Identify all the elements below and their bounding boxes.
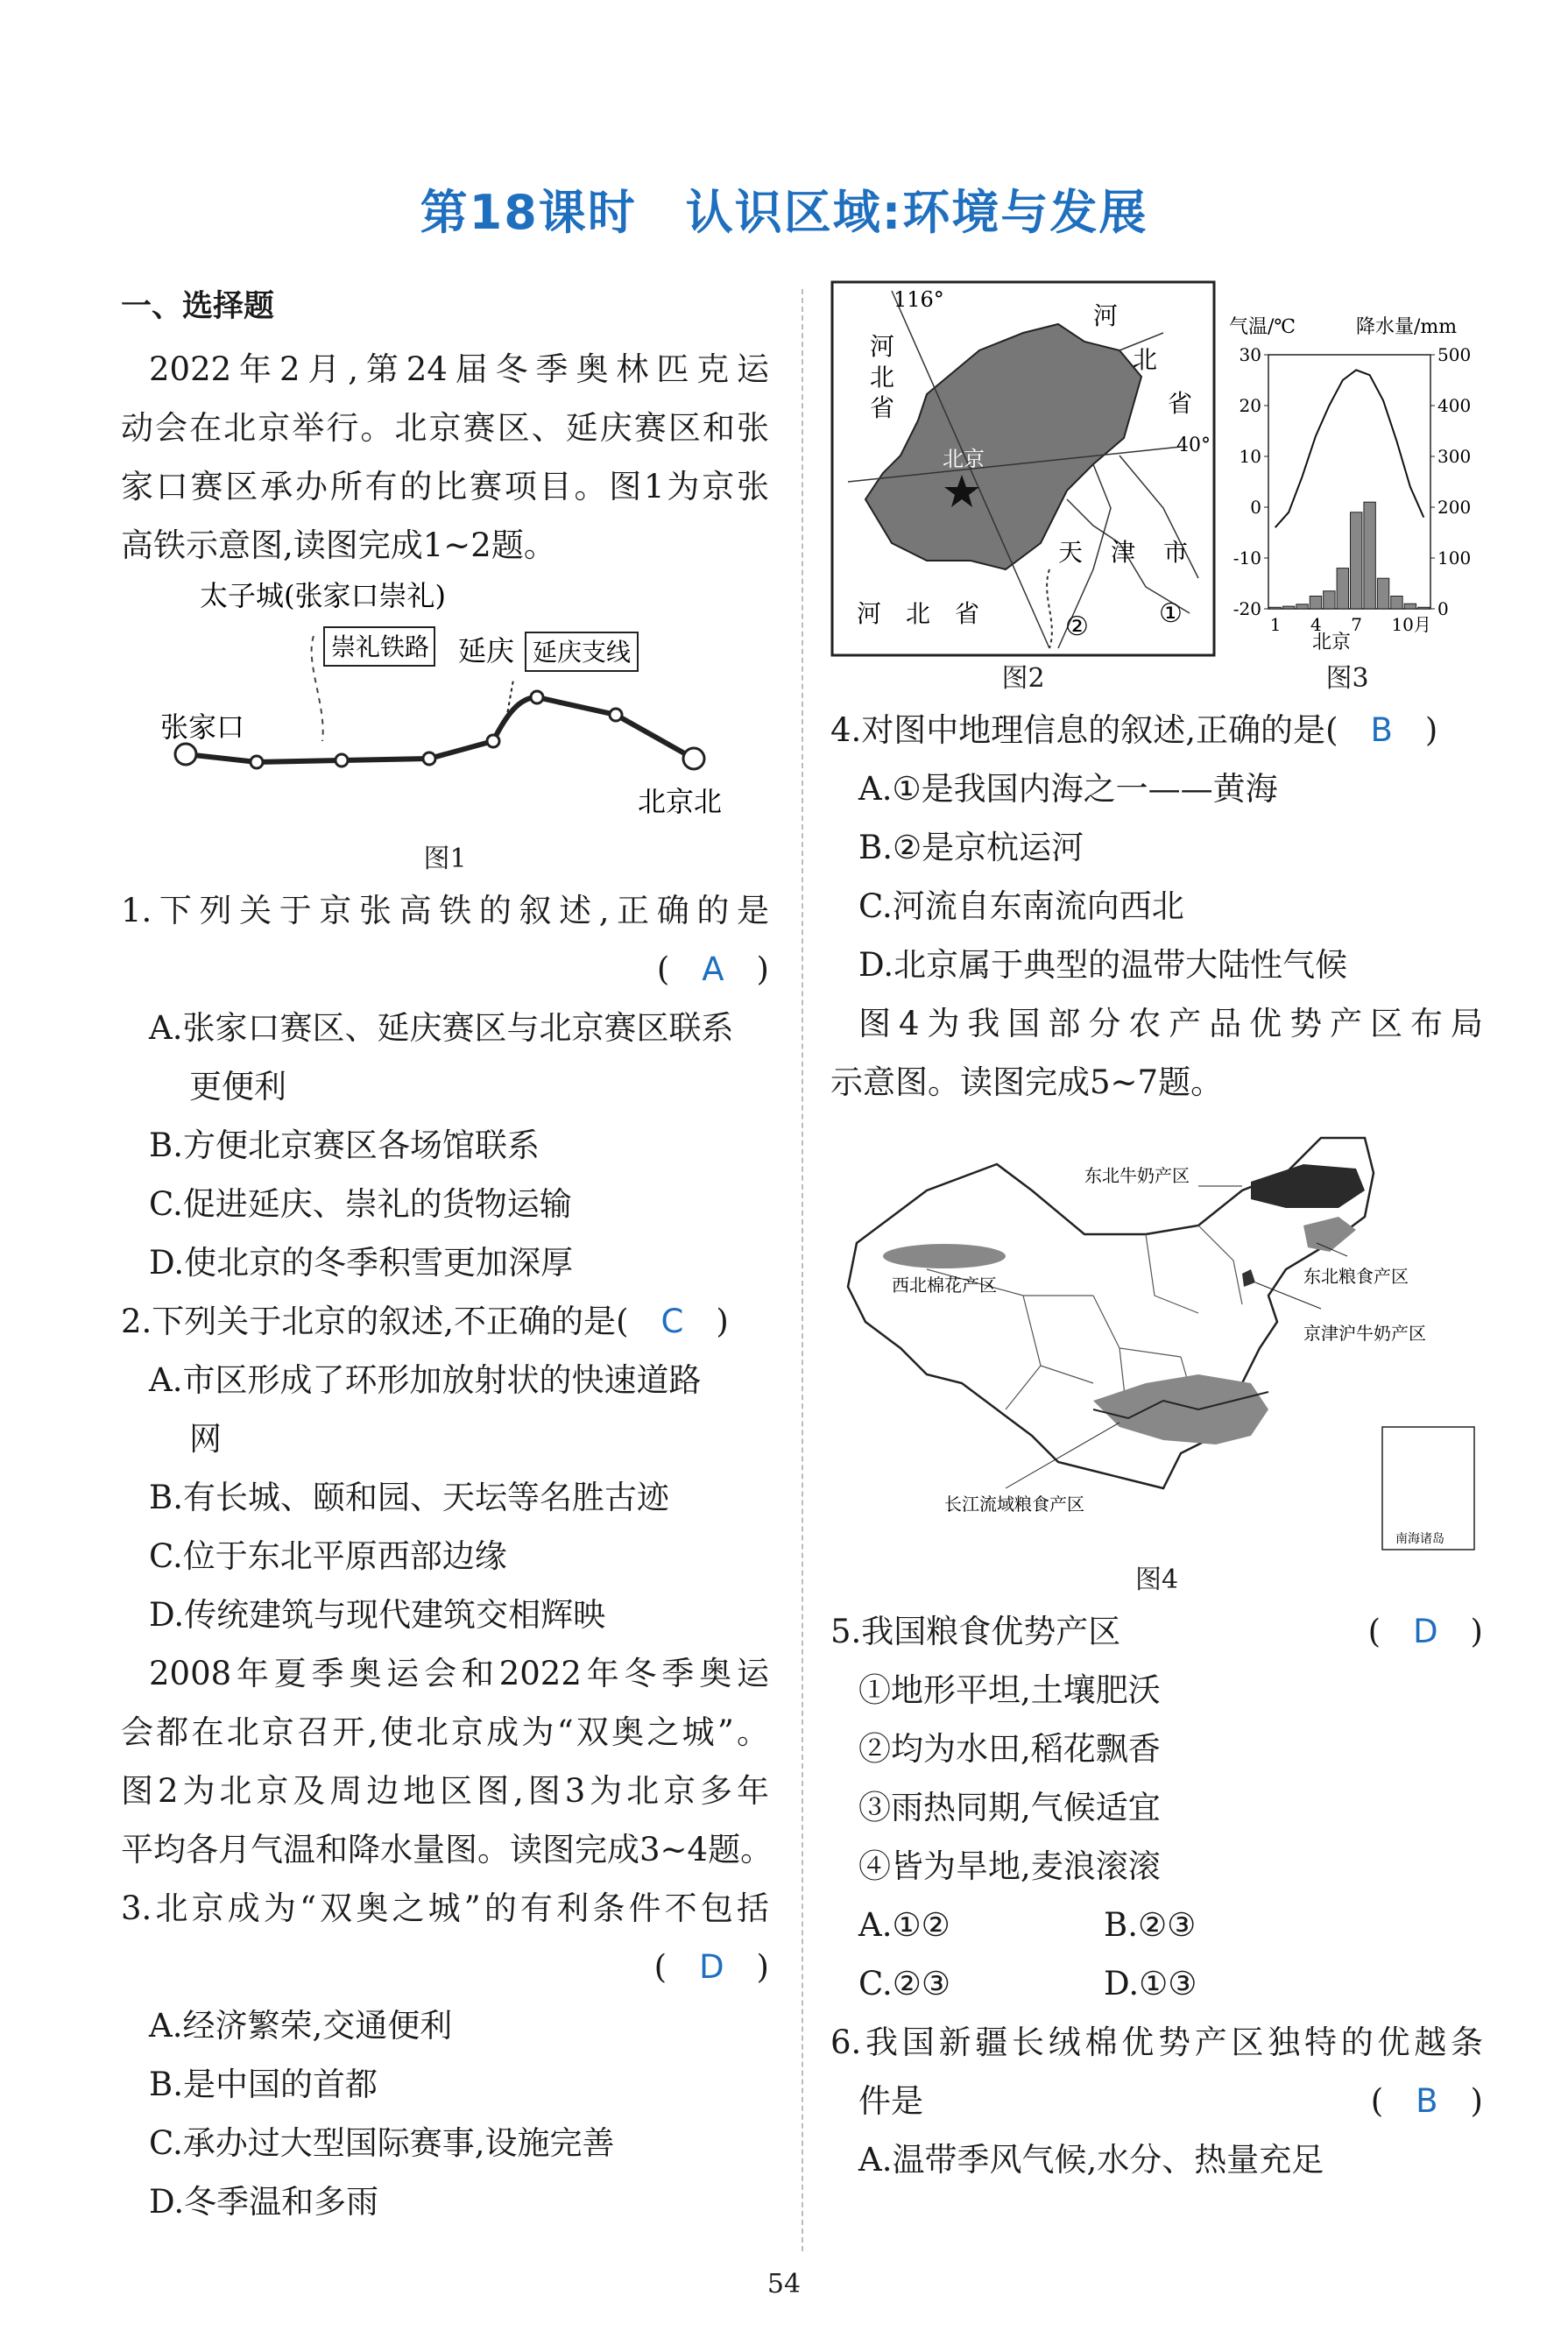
q5-item: ④皆为旱地,麦浪滚滚 bbox=[858, 1847, 1161, 1885]
q2-option: C.位于东北平原西部边缘 bbox=[149, 1537, 507, 1575]
q3-option: A.经济繁荣,交通便利 bbox=[149, 2007, 453, 2045]
precip-bar bbox=[1282, 606, 1294, 609]
page-number: 54 bbox=[766, 2269, 802, 2299]
q3-option: C.承办过大型国际赛事,设施完善 bbox=[149, 2124, 615, 2162]
intro2-line: 平均各月气温和降水量图。读图完成3~4题。 bbox=[121, 1831, 773, 1868]
q2-option: A.市区形成了环形加放射状的快速道路 bbox=[149, 1361, 702, 1399]
hebei-left-label: 省 bbox=[870, 393, 895, 422]
beijingbei-station bbox=[683, 748, 704, 769]
q5-item: ③雨热同期,气候适宜 bbox=[858, 1789, 1161, 1826]
precip-bar bbox=[1364, 502, 1375, 609]
hebei-top-label: 河 bbox=[1093, 301, 1119, 330]
jingzhang-railway-line bbox=[186, 697, 694, 762]
q5-answer: D bbox=[1413, 1613, 1438, 1650]
section-heading: 一、选择题 bbox=[121, 289, 275, 324]
q1-option: D.使北京的冬季积雪更加深厚 bbox=[149, 1244, 574, 1282]
jingjinhu-milk-label: 京津沪牛奶产区 bbox=[1303, 1323, 1426, 1344]
figure-4-china-agri-map bbox=[830, 1120, 1483, 1558]
q1-option: B.方便北京赛区各场馆联系 bbox=[149, 1127, 540, 1164]
nanhai-inset-box bbox=[1382, 1427, 1474, 1550]
q6-answer: B bbox=[1416, 2082, 1438, 2120]
intro3-line: 示意图。读图完成5~7题。 bbox=[830, 1063, 1224, 1101]
q1-option: C.促进延庆、崇礼的货物运输 bbox=[149, 1185, 572, 1223]
y-tick-label: 30 bbox=[1239, 344, 1261, 365]
figure-1-caption: 图1 bbox=[423, 844, 467, 874]
left-column bbox=[121, 280, 773, 2231]
page-title: 第18课时 认识区域:环境与发展 bbox=[420, 185, 1148, 240]
right-column bbox=[830, 280, 1483, 2189]
lon-label: 116° bbox=[893, 287, 944, 312]
y2-tick-label: 400 bbox=[1437, 395, 1472, 416]
hebei-top-label: 省 bbox=[1168, 389, 1193, 418]
q1-answer: A bbox=[702, 950, 724, 988]
tianjin-label: 津 bbox=[1111, 538, 1136, 567]
dongbei-milk-region bbox=[1251, 1164, 1365, 1208]
chart-plot bbox=[1233, 344, 1471, 635]
q5-option: B.②③ bbox=[1104, 1906, 1197, 1944]
q4-option: D.北京属于典型的温带大陆性气候 bbox=[858, 946, 1348, 984]
beijingbei-label: 北京北 bbox=[638, 785, 723, 818]
column-divider bbox=[802, 289, 803, 2251]
figure-1-railway-map bbox=[121, 575, 769, 837]
intro2-line: 图2为北京及周边地区图,图3为北京多年 bbox=[121, 1772, 769, 1810]
station-dot bbox=[335, 754, 348, 766]
q4-stem: 4.对图中地理信息的叙述,正确的是 bbox=[830, 711, 1326, 749]
x-tick-label: 10月 bbox=[1391, 614, 1431, 635]
intro1-line: 家口赛区承办所有的比赛项目。图1为京张 bbox=[121, 468, 769, 505]
x-tick-label: 4 bbox=[1310, 614, 1322, 635]
xibei-cotton-label: 西北棉花产区 bbox=[892, 1275, 997, 1296]
station-dot bbox=[531, 691, 543, 703]
q4-option: A.①是我国内海之一——黄海 bbox=[858, 770, 1278, 808]
q2-option-cont: 网 bbox=[189, 1420, 222, 1458]
precip-bar bbox=[1269, 607, 1281, 609]
q5-option: A.①② bbox=[858, 1906, 950, 1944]
yanqing-label: 延庆 bbox=[458, 634, 515, 667]
right-axis-title: 降水量/mm bbox=[1356, 316, 1458, 338]
y2-tick-label: 500 bbox=[1437, 344, 1472, 365]
y2-tick-label: 300 bbox=[1437, 446, 1472, 467]
q3-option: B.是中国的首都 bbox=[149, 2066, 378, 2103]
y-tick-label: 0 bbox=[1250, 497, 1261, 518]
precip-bar bbox=[1404, 604, 1416, 609]
q6-stem: 6.我国新疆长绒棉优势产区独特的优越条 bbox=[830, 2024, 1483, 2061]
nanhai-label: 南海诸岛 bbox=[1395, 1532, 1444, 1546]
y-tick-label: -20 bbox=[1233, 598, 1261, 619]
y2-tick-label: 0 bbox=[1437, 598, 1449, 619]
precip-bar bbox=[1418, 607, 1430, 609]
q5-option: D.①③ bbox=[1104, 1965, 1197, 2002]
q4-stem-line: 4.对图中地理信息的叙述,正确的是( B ) bbox=[830, 711, 1438, 749]
q5-stem-line: 5.我国粮食优势产区 ( D ) bbox=[830, 1602, 1483, 1661]
q2-stem-line: 2.下列关于北京的叙述,不正确的是( C ) bbox=[121, 1303, 729, 1340]
y2-tick-label: 200 bbox=[1437, 497, 1472, 518]
q5-item: ②均为水田,稻花飘香 bbox=[858, 1730, 1161, 1768]
precip-bar bbox=[1296, 604, 1308, 609]
intro2-line: 会都在北京召开,使北京成为“双奥之城”。 bbox=[121, 1713, 769, 1751]
station-dot bbox=[610, 709, 622, 721]
q1-option: A.张家口赛区、延庆赛区与北京赛区联系 bbox=[149, 1009, 734, 1047]
q5-option: C.②③ bbox=[858, 1965, 951, 2002]
y-tick-label: 10 bbox=[1239, 446, 1261, 467]
q3-stem: 3.北京成为“双奥之城”的有利条件不包括 bbox=[121, 1889, 769, 1927]
zhangjiakou-label: 张家口 bbox=[160, 710, 245, 744]
circle-2-label: ② bbox=[1065, 611, 1089, 642]
chongli-label: 崇礼铁路 bbox=[331, 632, 430, 661]
q5-item: ①地形平坦,土壤肥沃 bbox=[858, 1671, 1161, 1709]
dongbei-milk-label: 东北牛奶产区 bbox=[1084, 1165, 1190, 1186]
figures-2-3-row bbox=[830, 280, 1483, 657]
q4-answer: B bbox=[1370, 711, 1393, 749]
station-dot bbox=[487, 735, 499, 747]
y2-tick-label: 100 bbox=[1437, 547, 1472, 569]
figure-3-climate-chart bbox=[1225, 280, 1479, 657]
q6-stem-line2: 件是 ( B ) bbox=[830, 2072, 1483, 2130]
tianjin-label: 市 bbox=[1163, 538, 1189, 567]
y-tick-label: -10 bbox=[1233, 547, 1261, 569]
precip-bar bbox=[1324, 591, 1335, 609]
figure-2-beijing-map bbox=[830, 280, 1216, 657]
tianjin-label: 天 bbox=[1058, 538, 1084, 567]
figures-2-3-captions bbox=[830, 657, 1483, 701]
precip-bar bbox=[1310, 597, 1321, 610]
hebei-bottom-label: 河 北 省 bbox=[857, 599, 980, 628]
q5-options-row bbox=[830, 1954, 1483, 2013]
station-dot bbox=[251, 756, 263, 768]
taizicheng-label: 太子城(张家口崇礼) bbox=[200, 579, 446, 612]
temperature-line bbox=[1275, 370, 1424, 527]
q1-answer-line: ( A ) bbox=[656, 950, 769, 988]
intro2-line: 2008年夏季奥运会和2022年冬季奥运 bbox=[149, 1655, 769, 1692]
plot-frame bbox=[1268, 355, 1430, 609]
precip-bar bbox=[1377, 578, 1388, 609]
precip-bar bbox=[1351, 512, 1362, 609]
q4-option: C.河流自东南流向西北 bbox=[858, 887, 1184, 925]
hebei-left-label: 北 bbox=[870, 363, 895, 392]
city-label: 北京 bbox=[1312, 632, 1352, 653]
q1-option-cont: 更便利 bbox=[189, 1068, 286, 1105]
intro1-line: 动会在北京举行。北京赛区、延庆赛区和张 bbox=[121, 409, 769, 447]
q4-option: B.②是京杭运河 bbox=[858, 829, 1084, 866]
intro3-line: 图4为我国部分农产品优势产区布局 bbox=[858, 1005, 1483, 1042]
yanqing-branch-label: 延庆支线 bbox=[533, 638, 632, 667]
x-tick-label: 1 bbox=[1269, 614, 1282, 635]
changjiang-grain-label: 长江流域粮食产区 bbox=[944, 1494, 1084, 1515]
q3-answer-line: ( D ) bbox=[653, 1948, 769, 1986]
figure-3-caption: 图3 bbox=[1325, 663, 1369, 694]
y-tick-label: 20 bbox=[1239, 395, 1261, 416]
q6-option: A.温带季风气候,水分、热量充足 bbox=[858, 2141, 1324, 2179]
q5-options-row bbox=[830, 1896, 1483, 1954]
q3-answer: D bbox=[699, 1948, 724, 1986]
xibei-cotton-region bbox=[883, 1244, 1006, 1268]
left-axis-title: 气温/℃ bbox=[1229, 316, 1296, 338]
q1-stem: 1.下列关于京张高铁的叙述,正确的是 bbox=[121, 892, 769, 929]
station-dot bbox=[423, 752, 435, 765]
q2-option: B.有长城、颐和园、天坛等名胜古迹 bbox=[149, 1479, 669, 1516]
hebei-left-label: 河 bbox=[870, 332, 895, 361]
dongbei-grain-label: 东北粮食产区 bbox=[1303, 1266, 1409, 1287]
intro1-line: 2022年2月,第24届冬季奥林匹克运 bbox=[149, 350, 769, 388]
precip-bar bbox=[1391, 597, 1402, 610]
q5-stem: 5.我国粮食优势产区 bbox=[830, 1613, 1121, 1650]
figure-4-caption: 图4 bbox=[1134, 1564, 1179, 1595]
hebei-top-label: 北 bbox=[1133, 345, 1158, 374]
figure-2-caption: 图2 bbox=[1001, 663, 1045, 694]
chongli-railway-line bbox=[312, 636, 323, 741]
q2-stem: 2.下列关于北京的叙述,不正确的是 bbox=[121, 1303, 617, 1340]
q2-option: D.传统建筑与现代建筑交相辉映 bbox=[149, 1596, 606, 1634]
intro1-line: 高铁示意图,读图完成1~2题。 bbox=[121, 526, 556, 564]
q6-stem-cont: 件是 bbox=[858, 2082, 923, 2120]
beijing-label: 北京 bbox=[943, 447, 985, 471]
x-tick-label: 7 bbox=[1351, 614, 1362, 635]
zhangjiakou-station bbox=[175, 744, 196, 765]
precip-bar bbox=[1337, 569, 1348, 609]
q2-answer: C bbox=[660, 1303, 684, 1340]
q3-option: D.冬季温和多雨 bbox=[149, 2183, 379, 2221]
circle-1-label: ① bbox=[1159, 598, 1183, 629]
lat-label: 40° bbox=[1176, 434, 1211, 456]
